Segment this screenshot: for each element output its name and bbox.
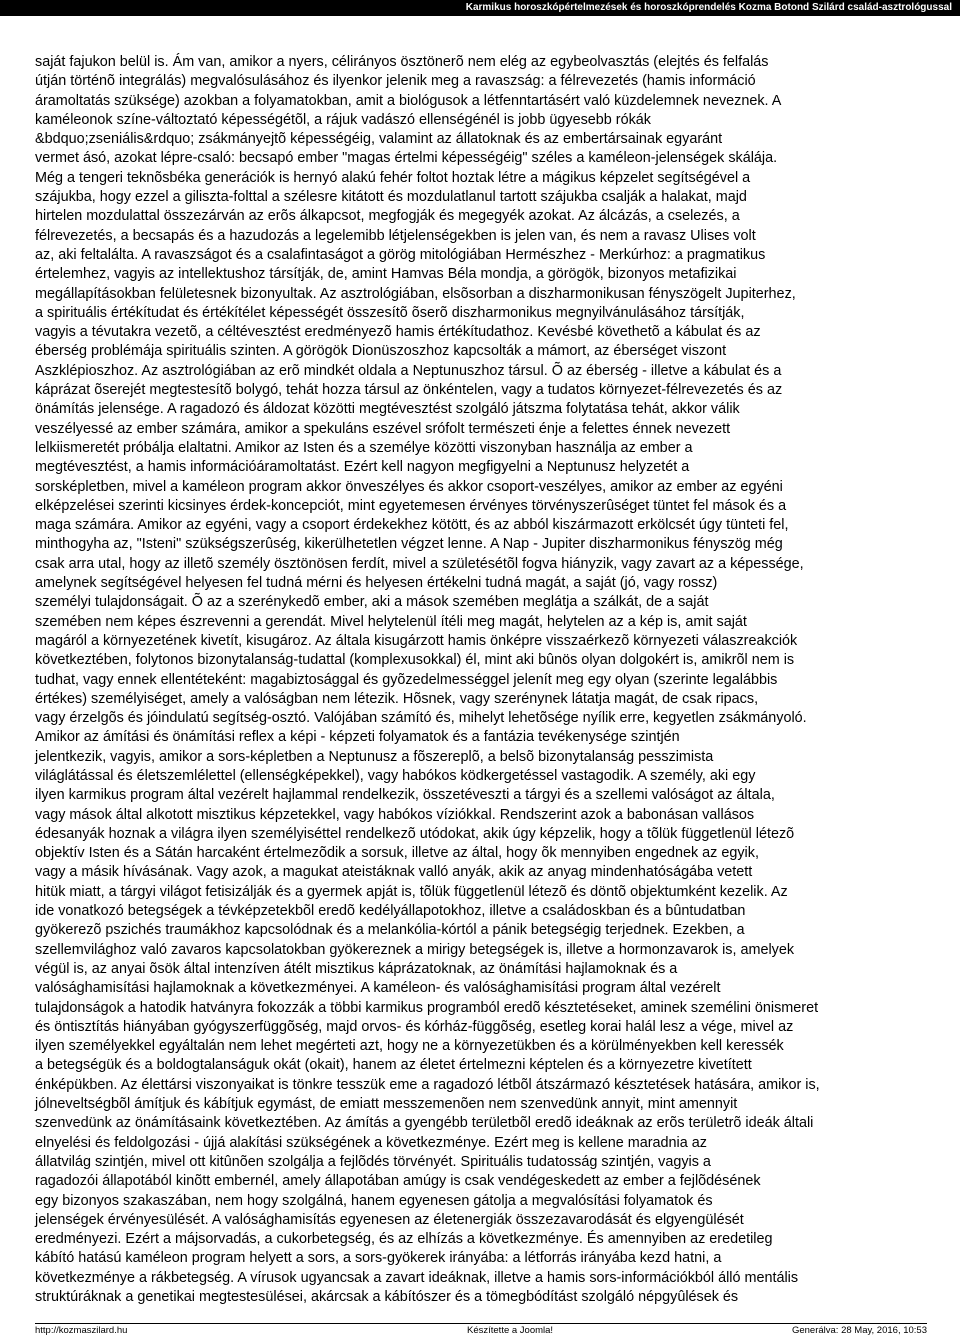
text-line: megállapításokban felületesnek bizonyultak. Az asztrológiában, elsõsorban a diszharmonikusan fényszögelt Jupiterhez,	[35, 285, 796, 302]
text-line: önámítás jelensége. A ragadozó és áldozat közötti megtévesztést szolgáló játszma folytatása tehát, akkor válik	[35, 401, 740, 418]
site-header	[0, 0, 960, 16]
text-line: hitük miatt, a tárgyi világot fetisizálják és a gyermek apját is, tõlük függetlenül létezõ és döntõ objektumként kezelik. Az	[35, 883, 788, 900]
text-line: értelemhez, vagyis az intellektushoz társítják, de, amint Hamvas Béla mondja, a görögök, bizonyos metafizikai	[35, 266, 737, 283]
text-line: tudhat, vagy ennek ellentéteként: magabiztosággal és gyõzedelmességgel jelenít meg egy olyan (szerinte legalábbis	[35, 671, 778, 688]
text-line: értékes) személyiséget, amely a valóságban nem létezik. Hõsnek, vagy szerénynek látatja magát, de csak ripacs,	[35, 690, 759, 707]
text-line: eredményezi. Ezért a májsorvadás, a cukorbetegség, és az elhízás a következménye. És amennyiben az eredetileg	[35, 1231, 773, 1248]
text-line: kaméleonok színe-változtató képességétõl, a rájuk vadászó ellenségénél is jobb ügyesebb rókák	[35, 111, 651, 128]
text-line: saját fajukon belül is. Ám van, amikor a nyers, célirányos ösztönerõ nem elég az egybeolvasztás (elejtés és felfalás	[35, 54, 769, 70]
text-line: félrevezetés, a becsapás és a hazudozás a legelemibb létjelenségekben is jelen van, és nem a ravasz Ulises volt	[35, 227, 756, 244]
text-line: szájukba, hogy ezzel a giliszta-folttal a szélesre kitátott és mozdulatlanul tartott szájukba csalják a halakat, majd	[35, 189, 747, 206]
text-line: szellemvilághoz való zavaros kapcsolatokban gyökereznek a mirigy betegségek is, illetve a hormonzavarok is, amelyek	[35, 941, 795, 958]
text-line: amelynek segítségével helyesen fel tudná mérni és helyesen értékelni tudná magát, a saját (jó, vagy rossz)	[35, 575, 718, 592]
text-line: elképzelései szerinti kicsinyes érdek-koncepciót, mint egyetemesen érvényes törvényszerûséget tüntet fel mások és a	[35, 497, 787, 514]
text-line: ilyen személyekkel egyáltalán nem lehet megérteti azt, hogy ne a környezetükben és a körülményekben kell keressék	[35, 1038, 784, 1055]
text-line: maga számára. Amikor az egyéni, vagy a csoport érdekekhez kötött, és az abból kiszármazott erkölcsét úgy tünteti fel,	[35, 517, 789, 534]
text-line: jólneveltségbõl ámítjuk és kábítjuk egymást, de emiatt messzemenõen nem szenvedünk annyit, mint amennyit	[35, 1096, 738, 1113]
text-line: gyökerezõ pszichés traumákhoz kapcsolódnak és a melankólia-kórtól a pánik betegségig terjednek. Ezekben, a	[35, 922, 745, 939]
text-line: személyi tulajdonságait. Õ az a szerénykedõ ember, aki a mások szemében meglátja a szálkát, de a saját	[35, 594, 709, 611]
site-title: Karmikus horoszkópértelmezések és horoszkóprendelés Kozma Botond Szilárd család-asztrológussal	[465, 2, 952, 13]
text-line: vagy mások által alkotott misztikus képzetekkel, vagy habókos víziókkal. Rendszerint azok a babonásan vallásos	[35, 806, 755, 823]
text-line: Még a tengeri teknõsbéka generációk is hernyó alakú fehér foltot hoztak létre a mágikus képzelet segítségével a	[35, 169, 751, 186]
text-line: &bdquo;zseniális&rdquo; zsákmányejtõ képességéig, valamint az állatoknak és az embertársainak egyaránt	[35, 131, 723, 148]
text-line: jelentkezik, vagyis, amikor a sors-képletben a Neptunusz a fõszereplõ, a belsõ bizonytalanság pesszimista	[35, 748, 714, 765]
text-line: éberség problémája spirituális szinten. A görögök Dionüszoszhoz kapcsolták a mámort, az éberséget viszont	[35, 343, 727, 360]
text-line: állatvilág szintjén, mivel ott kitûnõen szolgálja a fejlõdés törvényét. Spirituális tudatosság szintjén, vagyis a	[35, 1153, 711, 1170]
text-line: veszélyessé az ember számára, amikor a spekuláns eszével srófolt természeti énje a felettes énnek nevezett	[35, 420, 731, 437]
text-line: vagy a másik hívásának. Vagy azok, a magukat ateistáknak valló anyák, akik az anyag mindenhatóságába vetett	[35, 864, 753, 881]
text-line: ide vonatkozó betegségek a tévképzetekbõl eredõ kedélyállapotokhoz, illetve a családoskban és a bûntudatban	[35, 903, 746, 920]
text-line: a betegségük és a boldogtalanságuk okát (okait), hanem az életet értelmezni képtelen és a környezetre kivetített	[35, 1057, 752, 1074]
text-line: megtévesztést, a hamis információáramoltatást. Ezért kell nagyon megfigyelni a Neptunusz helyzetét a	[35, 459, 690, 476]
text-line: ragadozói állapotából kinõtt embernél, amely állapotában amúgy is csak vendégeskedett az ember a fejlõdésének	[35, 1173, 761, 1190]
article-body	[35, 53, 940, 1307]
text-line: valósághamisítási hajlamoknak a következményei. A kaméleon- és valósághamisítási program által vezérelt	[35, 980, 721, 997]
text-line: szemében nem képes észrevenni a gerendát. Mivel helytelenül ítéli meg magát, helytelen az a kép is, amit saját	[35, 613, 747, 630]
text-line: egy bizonyos szakaszában, nem hogy szolgálná, hanem egyenesen gátolja a megvalósítási folyamatok és	[35, 1192, 713, 1209]
text-line: szenvedünk az önámításaink következtében. Az ámítás a gyengébb területbõl eredõ ideáknak az erõs területrõ ideák általi	[35, 1115, 814, 1132]
text-line: objektív Isten és a Sátán harcaként értelmezõdik a sorsuk, illetve az által, hogy õk mennyiben engednek az egyik,	[35, 845, 759, 862]
text-line: az, aki feltalálta. A ravaszságot és a csalafintaságot a görög mitológiában Hermészhez - Merkúrhoz: a pragmatikus	[35, 246, 766, 263]
text-line: édesanyák hoznak a világra ilyen személyiséttel rendelkezõ utódokat, akik úgy képzelik, hogy a tõlük függetlenül létezõ	[35, 825, 795, 842]
text-line: és öntisztítás hiányában gyógyszerfüggõség, majd orvos- és kórház-függõség, esetleg korai halál lesz a vége, mivel az	[35, 1018, 794, 1035]
footer-generated-date: Generálva: 28 May, 2016, 10:53	[791, 1325, 927, 1336]
text-line: énképükben. Az élettársi viszonyaikat is tönkre tesszük eme a ragadozó létbõl átszármazó késztetések hatására, amikor is,	[35, 1076, 820, 1093]
text-line: vermet ásó, azokat lépre-csaló: becsapó ember "magas értelmi képességéig" széles a kaméleon-jelenségek skálája.	[35, 150, 778, 167]
text-line: hirtelen mozdulattal összezárván az erõs álkapcsot, megfogják és megegyék azokat. Az álcázás, a cselezés, a	[35, 208, 740, 225]
text-line: struktúráknak a genetikai megtestesülései, akárcsak a kábítószer és a tömegbódítást szolgáló népgyûlések és	[35, 1289, 739, 1305]
text-line: vagyis a tévutakra vezetõ, a céltévesztést eredményezõ hamis értékítudathoz. Kevésbé követhetõ a kábulat és az	[35, 324, 761, 341]
text-line: ilyen karmikus program által vezérelt hajlammal rendelkezik, összetéveszti a tárgyi és a szellemi valóságot az általa,	[35, 787, 775, 804]
text-line: útján történõ integrálás) megvalósulásához és ilyenkor jelenik meg a ravaszság: a félrevezetés (hamis információ	[35, 73, 756, 90]
footer-divider	[35, 1323, 927, 1324]
text-line: Aszklépioszhoz. Az asztrológiában az erõ mindkét oldala a Neptunuszhoz társul. Õ az éberség - illetve a kábulat és a	[35, 362, 782, 379]
text-line: vagy érzelgõs és jóindulatú segítség-osztó. Valójában számító és, mihelyt lehetõsége nyílik erre, kegyetlen zsákmányoló.	[35, 710, 807, 727]
text-line: kábító hatású kaméleon program helyett a sors, a sors-gyökerek irányába: a létforrás irányába kezd hatni, a	[35, 1250, 722, 1267]
text-line: világlátással és életszemlélettel (ellenségképekkel), vagy habókos ködkergetéssel vastagodik. A személy, aki egy	[35, 767, 756, 784]
text-line: lelkiismeretét próbálja elaltatni. Amikor az Isten és a személye közötti viszonyban használja az ember a	[35, 439, 693, 456]
page-footer	[35, 1325, 927, 1337]
text-line: magáról a környezetének kivetít, kisugároz. Az általa kisugárzott hamis önképre visszaérkezõ környezeti válaszreakciók	[35, 632, 798, 649]
text-line: káprázat õserejét megtestesítõ bolygó, tehát hozza társul az önkéntelen, vagy a tudatos környezet-félrevezetés és az	[35, 382, 783, 399]
footer-url-link[interactable]: http://kozmaszilard.hu	[35, 1325, 128, 1336]
text-line: végül is, az anyai õsök által intenzíven átélt misztikus káprázatoknak, az önámítási hajlamoknak és a	[35, 960, 678, 977]
text-line: jelenségek érvényesülését. A valósághamisítás egyenesen az életenergiák összezavarodását és elgyengülését	[35, 1211, 744, 1228]
footer-made-with: Készítette a Joomla!	[467, 1325, 554, 1336]
text-line: sorsképletben, mivel a kaméleon program akkor önveszélyes és akkor csoport-veszélyes, amikor az ember az egyéni	[35, 478, 783, 495]
text-line: áramoltatás szüksége) azokban a folyamatokban, amit a biológusok a létfenntartásért való küzdelemnek neveznek. A	[35, 92, 782, 109]
text-line: csak arra utal, hogy az illetõ személy ösztönösen ferdít, mivel a születésétõl fogva hiányzik, vagy zavart az a képessége,	[35, 555, 804, 572]
text-line: elnyelési és feldolgozási - újjá alakítási szükségének a következménye. Ezért meg is kellene maradnia az	[35, 1134, 707, 1151]
text-line: tulajdonságok a hatodik hatványra fokozzák a többi karmikus programból eredõ késztetéseket, aminek személini önismeret	[35, 999, 819, 1016]
text-line: következménye a rákbetegség. A vírusok ugyancsak a zavart ideáknak, illetve a hamis sors-információkból álló mentális	[35, 1269, 799, 1286]
text-line: következtében, folytonos bizonytalanság-tudattal (komplexusokkal) él, mint aki bûnös olyan dolgokért is, amikrõl nem is	[35, 652, 795, 669]
text-line: Amikor az ámítási és önámítási reflex a képi - képzeti folyamatok és a fantázia tevékenysége szintjén	[35, 729, 680, 746]
text-line: a spirituális értékítudat és értékítélet képességét összesítõ õserõ diszharmonikus megnyilvánulásához társítják,	[35, 304, 745, 321]
text-line: minthogyha az, "Isteni" szükségszerûség, kikerülhetetlen végzet lenne. A Nap - Jupiter diszharmonikus fényszög még	[35, 536, 783, 553]
